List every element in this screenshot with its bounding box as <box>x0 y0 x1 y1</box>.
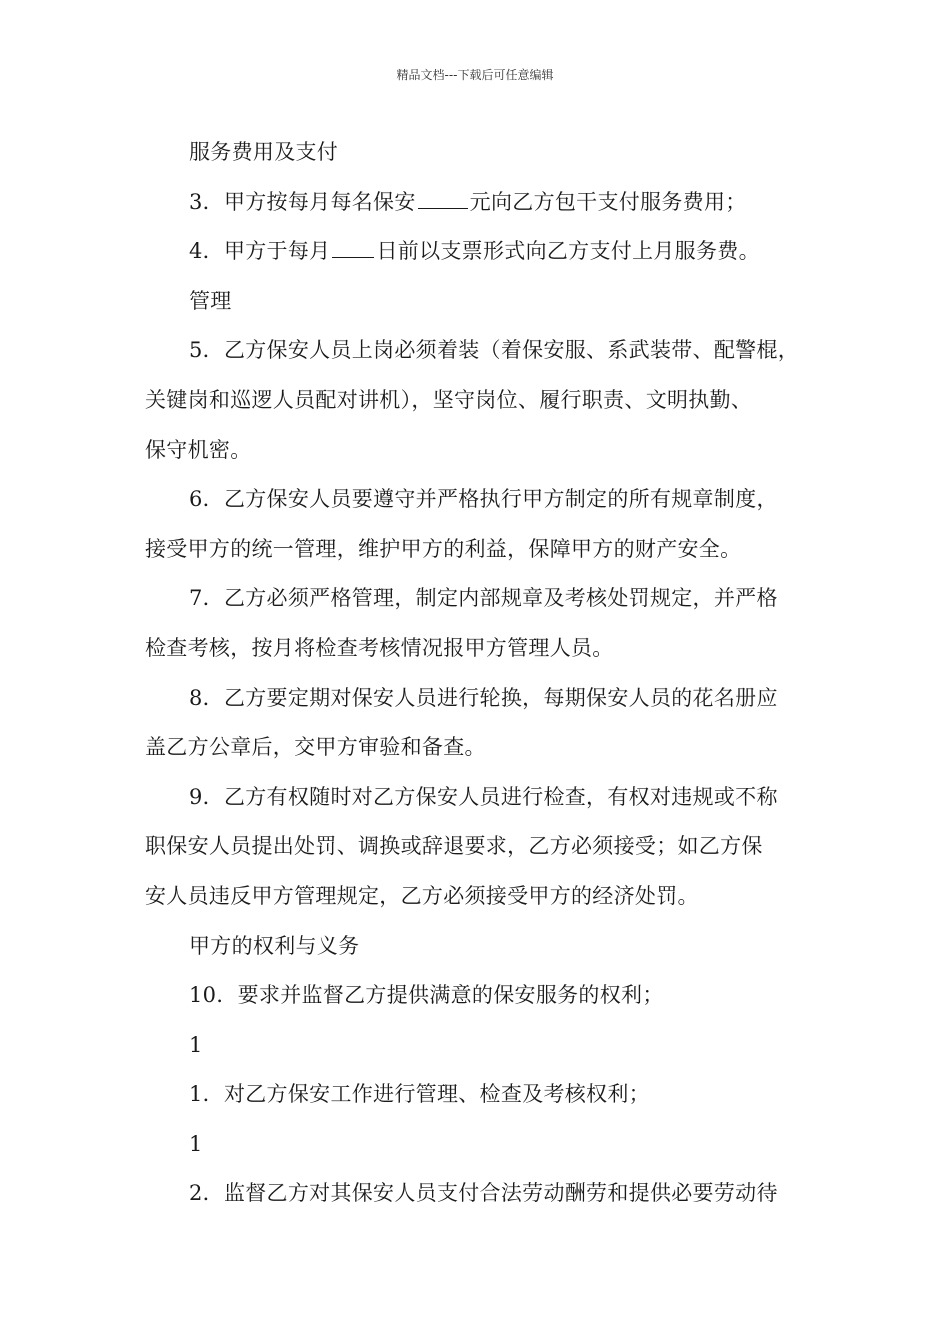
clause-7-line-2: 检查考核，按月将检查考核情况报甲方管理人员。 <box>145 635 614 660</box>
clause-11: 1．对乙方保安工作进行管理、检查及考核权利； <box>189 1082 650 1107</box>
clause-5-line-3: 保守机密。 <box>145 437 252 462</box>
fill-blank-amount <box>418 190 468 209</box>
clause-4-text-a: 4．甲方于每月 <box>189 239 331 264</box>
clause-7-line-1: 7．乙方必须严格管理，制定内部规章及考核处罚规定，并严格 <box>189 586 778 611</box>
clause-4 <box>145 227 825 277</box>
section-heading-management: 管理 <box>189 288 232 313</box>
clause-4-text-b: 日前以支票形式向乙方支付上月服务费。 <box>376 239 760 264</box>
document-body <box>145 128 825 1219</box>
stray-number-1: 1 <box>189 1032 203 1057</box>
clause-10: 10．要求并监督乙方提供满意的保安服务的权利； <box>189 983 664 1008</box>
stray-number-2: 1 <box>189 1131 203 1156</box>
clause-9-line-3: 安人员违反甲方管理规定，乙方必须接受甲方的经济处罚。 <box>145 883 699 908</box>
clause-8-line-1: 8．乙方要定期对保安人员进行轮换，每期保安人员的花名册应 <box>189 685 778 710</box>
clause-3 <box>145 178 825 228</box>
page-header: 精品文档---下载后可任意编辑 <box>396 68 554 82</box>
clause-9-line-2: 职保安人员提出处罚、调换或辞退要求，乙方必须接受；如乙方保 <box>145 834 763 859</box>
clause-6-line-2: 接受甲方的统一管理，维护甲方的利益，保障甲方的财产安全。 <box>145 536 742 561</box>
clause-12-line-1: 2．监督乙方对其保安人员支付合法劳动酬劳和提供必要劳动待 <box>189 1181 778 1206</box>
clause-8-line-2: 盖乙方公章后，交甲方审验和备查。 <box>145 735 486 760</box>
clause-3-text-a: 3．甲方按每月每名保安 <box>189 189 416 214</box>
section-heading-fees: 服务费用及支付 <box>189 140 339 164</box>
clause-5-line-2: 关键岗和巡逻人员配对讲机），坚守岗位、履行职责、文明执勤、 <box>145 387 753 412</box>
clause-6-line-1: 6．乙方保安人员要遵守并严格执行甲方制定的所有规章制度， <box>189 487 778 512</box>
fill-blank-day <box>332 239 374 258</box>
clause-9-line-1: 9．乙方有权随时对乙方保安人员进行检查，有权对违规或不称 <box>189 784 778 809</box>
clause-3-text-b: 元向乙方包干支付服务费用； <box>469 189 747 214</box>
section-heading-rights: 甲方的权利与义务 <box>189 933 360 958</box>
clause-5-line-1: 5．乙方保安人员上岗必须着装（着保安服、系武装带、配警棍， <box>189 338 800 363</box>
